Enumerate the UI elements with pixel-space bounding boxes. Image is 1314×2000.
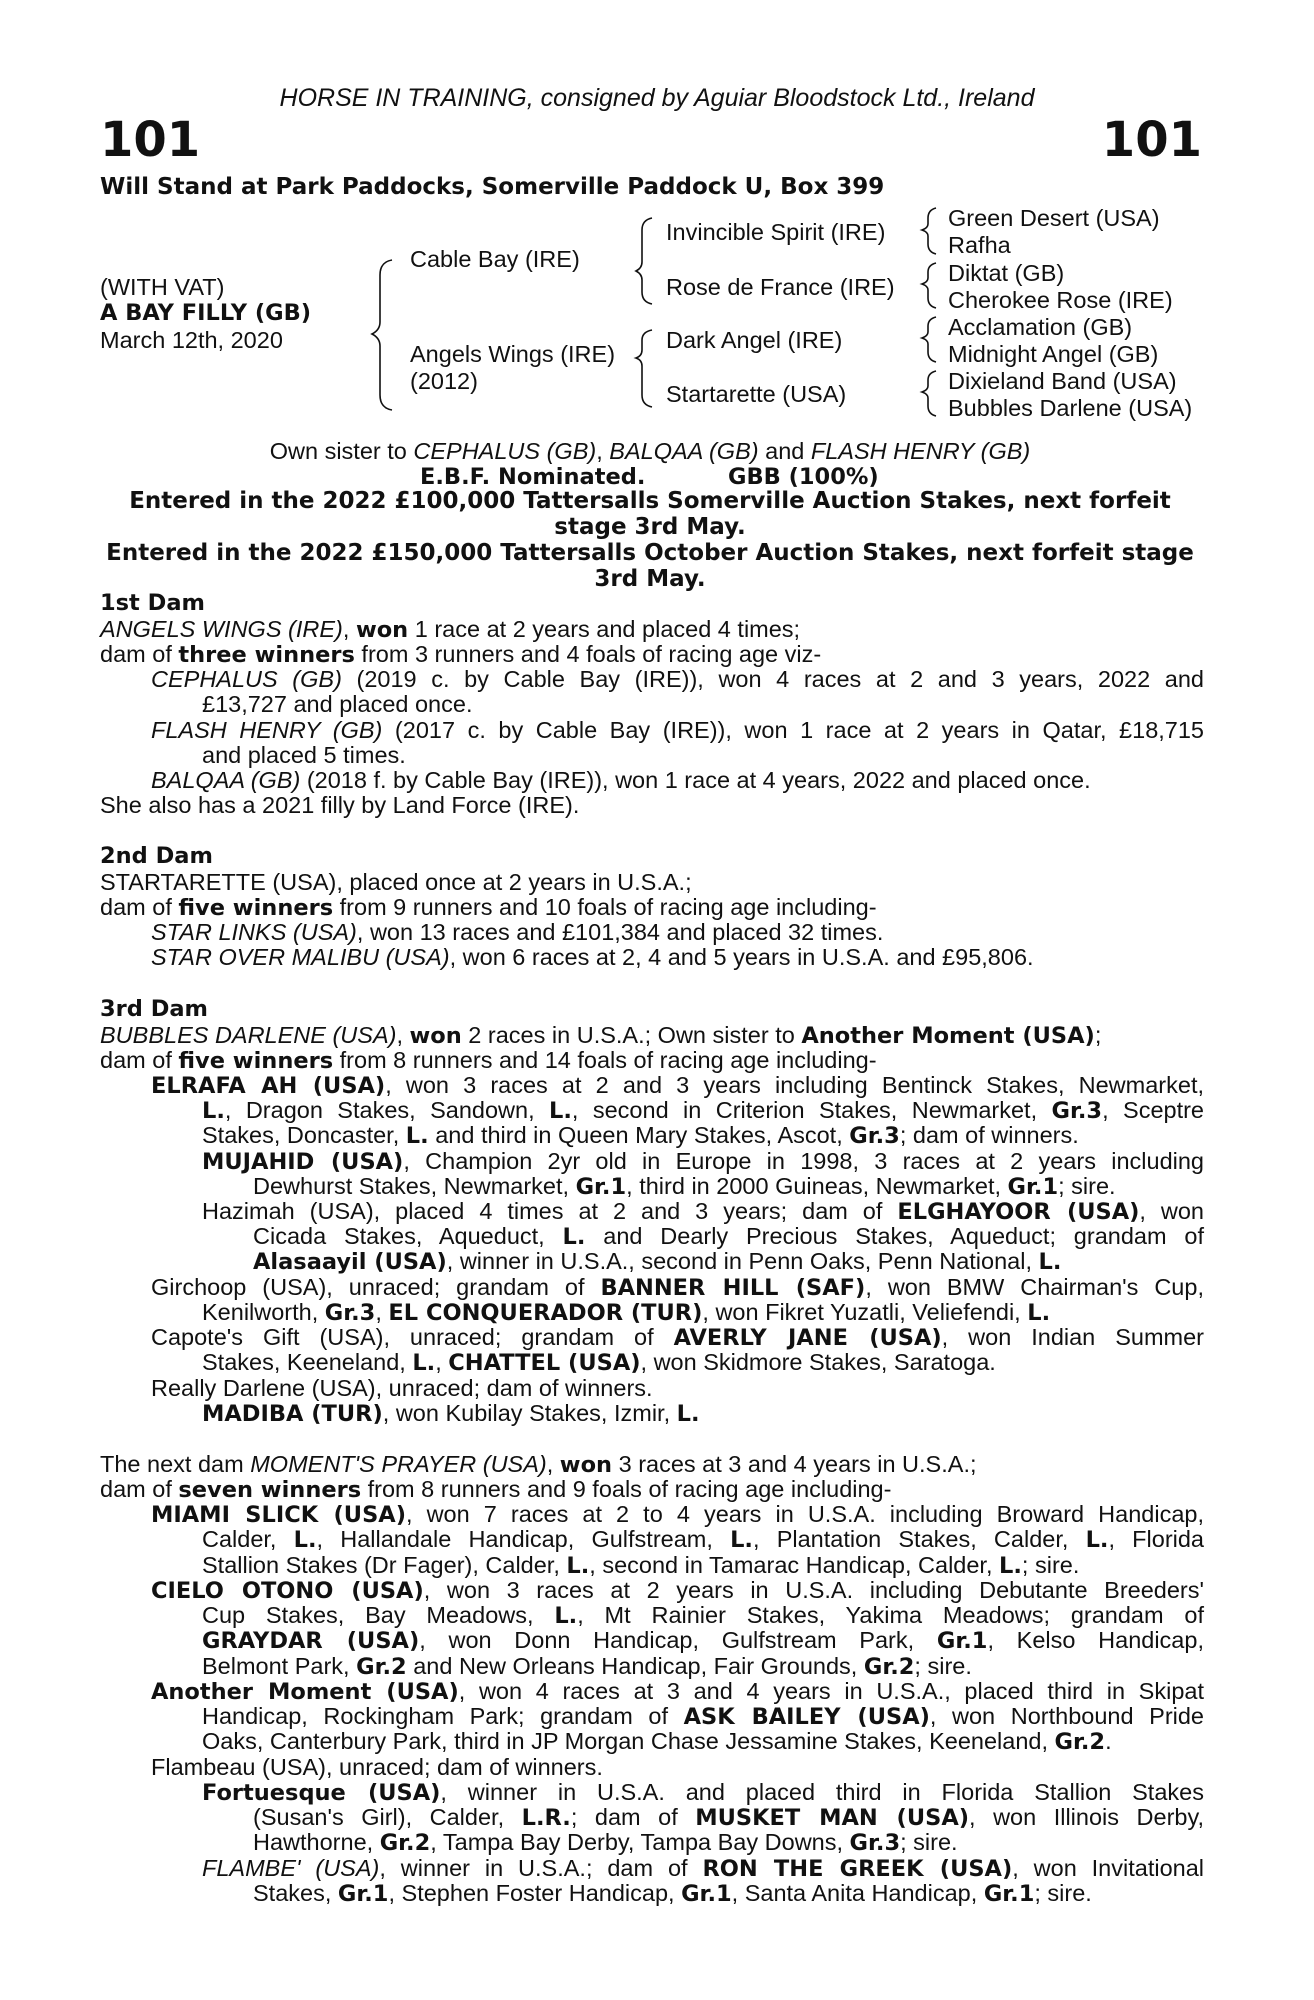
t: Gr.2 <box>356 1654 407 1680</box>
t: The next dam <box>100 1451 251 1477</box>
first-dam-line <box>151 767 1091 794</box>
t: , Plantation Stakes, Calder, <box>752 1526 1086 1552</box>
t: EL CONQUERADOR (TUR) <box>388 1300 703 1326</box>
dam: Angels Wings (IRE) <box>410 341 616 367</box>
third-dam-line <box>202 1400 700 1427</box>
t: seven winners <box>178 1477 362 1503</box>
t: , winner in U.S.A.; dam of <box>379 1855 703 1881</box>
t: 3 races at 3 and 4 years in U.S.A.; <box>612 1451 977 1477</box>
t: (2018 f. by Cable Bay (IRE)), won 1 race at 4 years, 2022 and placed once. <box>300 767 1091 793</box>
sister-balqaa: BALQAA (GB) <box>609 438 759 464</box>
vat-note: (WITH VAT) <box>100 274 225 300</box>
t: , won 4 races at 3 and 4 years in U.S.A., placed third in Skipat <box>458 1678 1204 1704</box>
t: from 8 runners and 14 foals of racing age including- <box>333 1047 877 1073</box>
lot-number-left: 101 <box>100 112 201 168</box>
third-dam-line <box>151 1324 1204 1351</box>
t: Gr.2 <box>379 1830 431 1856</box>
t: Gr.1 <box>575 1174 627 1200</box>
third-dam-line <box>253 1248 1061 1275</box>
t: and third in Queen Mary Stakes, Ascot, <box>428 1122 850 1148</box>
t: CEPHALUS (GB) <box>151 666 342 692</box>
entry-october: Entered in the 2022 £150,000 Tattersalls October Auction Stakes, next forfeit stage 3rd May. <box>106 540 1194 592</box>
third-dam-line: Really Darlene (USA), unraced; dam of winners. <box>151 1375 653 1401</box>
t: won <box>409 1023 462 1049</box>
second-dam-heading: 2nd Dam <box>100 843 213 869</box>
t: ; sire. <box>1021 1552 1080 1578</box>
t: , Mt Rainier Stakes, Yakima Meadows; grandam of <box>577 1602 1204 1628</box>
t: Stakes, Keeneland, <box>202 1349 413 1375</box>
t: Stakes, Doncaster, <box>202 1122 406 1148</box>
t: , Sceptre <box>1102 1097 1205 1123</box>
t: from 9 runners and 10 foals of racing age including- <box>333 894 877 920</box>
t: , Dragon Stakes, Sandown, <box>224 1097 550 1123</box>
t: , won 6 races at 2, 4 and 5 years in U.S.A. and £95,806. <box>449 944 1034 970</box>
t: BALQAA (GB) <box>151 767 301 793</box>
t: BUBBLES DARLENE (USA) <box>100 1022 397 1048</box>
next-dam-line <box>151 1577 1204 1604</box>
t: ; sire. <box>1058 1173 1116 1199</box>
t: Calder, <box>202 1526 294 1552</box>
t: 2 races in U.S.A.; Own sister to <box>461 1022 802 1048</box>
next-dam-line <box>202 1552 1079 1579</box>
ancestor-1: Green Desert (USA) <box>948 205 1160 231</box>
first-dam-line <box>151 717 1204 744</box>
dam-dam: Startarette (USA) <box>666 381 847 407</box>
t: MIAMI SLICK (USA) <box>151 1502 406 1528</box>
second-dam-line <box>151 919 883 946</box>
t: Hawthorne, <box>253 1829 380 1855</box>
t: CIELO OTONO (USA) <box>151 1578 424 1604</box>
t: won <box>559 1452 613 1478</box>
sister-flash-henry: FLASH HENRY (GB) <box>810 438 1031 464</box>
t: dam of <box>100 1476 179 1502</box>
t: Gr.1 <box>983 1881 1035 1907</box>
t: MOMENT'S PRAYER (USA) <box>250 1451 547 1477</box>
t: five winners <box>178 1048 334 1074</box>
t: , second in Criterion Stakes, Newmarket, <box>571 1097 1052 1123</box>
t: L.R. <box>521 1805 571 1831</box>
t: , won 3 races at 2 and 3 years including Bentinck Stakes, Newmarket, <box>385 1072 1204 1098</box>
t: Girchoop (USA), unraced; grandam of <box>151 1274 601 1300</box>
third-dam-line <box>100 1022 1101 1049</box>
third-dam-line <box>202 1349 996 1376</box>
ancestor-5: Acclamation (GB) <box>948 314 1133 340</box>
next-dam-line <box>253 1804 1204 1831</box>
t: ; sire. <box>914 1653 972 1679</box>
t: L. <box>1085 1527 1109 1553</box>
t: , winner in U.S.A. and placed third in Florida Stallion Stakes <box>440 1779 1204 1805</box>
t: and Dearly Precious Stakes, Aqueduct; grandam of <box>585 1223 1204 1249</box>
t: Capote's Gift (USA), unraced; grandam of <box>151 1324 674 1350</box>
t: , won Fikret Yuzatli, Veliefendi, <box>702 1299 1028 1325</box>
t: GRAYDAR (USA) <box>202 1628 420 1654</box>
third-dam-line <box>151 1274 1204 1301</box>
t: , won Kubilay Stakes, Izmir, <box>382 1400 677 1426</box>
t: L. <box>676 1401 700 1427</box>
t: ELRAFA AH (USA) <box>151 1073 386 1099</box>
ancestor-8: Bubbles Darlene (USA) <box>948 395 1193 421</box>
t: , Tampa Bay Derby, Tampa Bay Downs, <box>430 1829 850 1855</box>
t: FLASH HENRY (GB) <box>151 717 383 743</box>
t: , won 3 races at 2 years in U.S.A. including Debutante Breeders' <box>423 1577 1204 1603</box>
ancestor-6: Midnight Angel (GB) <box>948 341 1159 367</box>
catalogue-header: HORSE IN TRAINING, consigned by Aguiar Bloodstock Ltd., Ireland <box>279 84 1035 112</box>
dam-name: ANGELS WINGS (IRE) <box>100 616 343 642</box>
t: FLAMBE' (USA) <box>202 1855 380 1881</box>
t: Gr.1 <box>337 1881 389 1907</box>
t: , <box>396 1022 410 1048</box>
third-dam-line <box>202 1097 1204 1124</box>
t: , <box>342 616 356 642</box>
t: and New Orleans Handicap, Fair Grounds, <box>406 1653 864 1679</box>
t: Gr.2 <box>1054 1729 1106 1755</box>
t: ASK BAILEY (USA) <box>683 1704 930 1730</box>
t: , Kelso Handicap, <box>987 1627 1204 1653</box>
dam-year: (2012) <box>410 368 478 394</box>
ancestor-2: Rafha <box>948 232 1011 258</box>
t: , <box>435 1349 449 1375</box>
next-dam-line <box>202 1526 1204 1553</box>
t: Gr.1 <box>936 1628 988 1654</box>
t: (2019 c. by Cable Bay (IRE)), won 4 races at 2 and 3 years, 2022 and <box>341 666 1204 692</box>
horse-name: A BAY FILLY (GB) <box>100 300 312 326</box>
t: L. <box>1038 1249 1062 1275</box>
t: RON THE GREEK (USA) <box>702 1856 1013 1882</box>
first-dam-line <box>100 641 821 668</box>
t: L. <box>412 1350 436 1376</box>
sep: , <box>596 438 610 464</box>
third-dam-line <box>253 1223 1204 1250</box>
t: ; dam of <box>570 1804 696 1830</box>
sister-line <box>100 438 1200 465</box>
t: L. <box>1027 1300 1051 1326</box>
t: Gr.1 <box>1007 1174 1059 1200</box>
third-dam-line <box>202 1198 1204 1225</box>
next-dam-line <box>202 1627 1204 1654</box>
t: dam of <box>100 894 179 920</box>
t: , won Donn Handicap, Gulfstream Park, <box>419 1627 937 1653</box>
t: three winners <box>178 642 355 668</box>
t: , won Illinois Derby, <box>969 1804 1204 1830</box>
t: , won Northbound Pride <box>929 1703 1205 1729</box>
t: L. <box>730 1527 753 1553</box>
t: L. <box>554 1603 578 1629</box>
t: Alasaayil (USA) <box>253 1249 447 1275</box>
sire-dam: Rose de France (IRE) <box>666 274 895 300</box>
t: L. <box>202 1098 225 1124</box>
t: Another Moment (USA) <box>801 1023 1095 1049</box>
t: Fortuesque (USA) <box>202 1780 441 1806</box>
first-dam-line: She also has a 2021 filly by Land Force (IRE). <box>100 792 580 818</box>
t: L. <box>999 1553 1022 1579</box>
t: ; <box>1094 1022 1102 1048</box>
t: , <box>546 1451 560 1477</box>
sire-sire: Invincible Spirit (IRE) <box>666 219 886 245</box>
gbb-status: GBB (100%) <box>728 464 879 490</box>
sister-prefix: Own sister to <box>269 438 414 464</box>
t: , winner in U.S.A., second in Penn Oaks, Penn National, <box>446 1248 1039 1274</box>
next-dam-line <box>151 1501 1204 1528</box>
t: , won Indian Summer <box>941 1324 1204 1350</box>
ebf-nominated: E.B.F. Nominated. <box>420 464 646 490</box>
second-dam-line: STARTARETTE (USA), placed once at 2 years in U.S.A.; <box>100 869 692 895</box>
t: . <box>1105 1728 1112 1754</box>
t: , second in Tamarac Handicap, Calder, <box>589 1552 1000 1578</box>
t: Belmont Park, <box>202 1653 357 1679</box>
t: ; dam of winners. <box>899 1122 1079 1148</box>
sister-cephalus: CEPHALUS (GB) <box>413 438 597 464</box>
third-dam-line <box>253 1173 1116 1200</box>
next-dam-line <box>202 1728 1112 1755</box>
first-dam-line: and placed 5 times. <box>202 742 406 768</box>
next-dam-line <box>253 1880 1092 1907</box>
next-dam-line <box>202 1779 1204 1806</box>
t: Hazimah (USA), placed 4 times at 2 and 3 years; dam of <box>202 1198 898 1224</box>
t: from 3 runners and 4 foals of racing age viz- <box>354 641 822 667</box>
sep: and <box>758 438 811 464</box>
next-dam-line <box>202 1855 1204 1882</box>
stand-location: Will Stand at Park Paddocks, Somerville Paddock U, Box 399 <box>100 174 885 200</box>
next-dam-line <box>253 1829 958 1856</box>
t: five winners <box>178 895 334 921</box>
third-dam-line <box>202 1122 1079 1149</box>
t: , won BMW Chairman's Cup, <box>865 1274 1204 1300</box>
t: , Stephen Foster Handicap, <box>388 1880 682 1906</box>
t: L. <box>566 1553 590 1579</box>
t: AVERLY JANE (USA) <box>673 1325 942 1351</box>
t: , Santa Anita Handicap, <box>731 1880 984 1906</box>
third-dam-line <box>202 1299 1050 1326</box>
first-dam-heading: 1st Dam <box>100 590 205 616</box>
t: CHATTEL (USA) <box>448 1350 641 1376</box>
third-dam-line <box>151 1072 1204 1099</box>
second-dam-line <box>151 944 1034 971</box>
t: , won Invitational <box>1012 1855 1204 1881</box>
first-dam-line <box>100 616 800 643</box>
t: Gr.3 <box>324 1300 376 1326</box>
t: BANNER HILL (SAF) <box>600 1275 866 1301</box>
t: Stallion Stakes (Dr Fager), Calder, <box>202 1552 567 1578</box>
t: Handicap, Rockingham Park; grandam of <box>202 1703 684 1729</box>
t: 1 race at 2 years and placed 4 times; <box>408 616 801 642</box>
t: , third in 2000 Guineas, Newmarket, <box>626 1173 1008 1199</box>
t: , Hallandale Handicap, Gulfstream, <box>316 1526 731 1552</box>
t: dam of <box>100 1047 179 1073</box>
first-dam-line <box>151 666 1204 693</box>
t: L. <box>562 1224 586 1250</box>
pedigree-brackets <box>0 0 1314 440</box>
foaling-date: March 12th, 2020 <box>100 327 283 353</box>
ancestor-4: Cherokee Rose (IRE) <box>948 287 1173 313</box>
t: , <box>375 1299 389 1325</box>
t: Cicada Stakes, Aqueduct, <box>253 1223 563 1249</box>
t: ; sire. <box>1034 1880 1092 1906</box>
t: , Florida <box>1108 1526 1205 1552</box>
ancestor-7: Dixieland Band (USA) <box>948 368 1177 394</box>
t: L. <box>549 1098 572 1124</box>
t: ELGHAYOOR (USA) <box>897 1199 1140 1225</box>
first-dam-line: £13,727 and placed once. <box>202 691 473 717</box>
t: STAR LINKS (USA) <box>151 919 357 945</box>
t: , won <box>1139 1198 1204 1224</box>
t: Kenilworth, <box>202 1299 325 1325</box>
t: Gr.3 <box>849 1830 901 1856</box>
t: , won 7 races at 2 to 4 years in U.S.A. including Broward Handicap, <box>405 1501 1204 1527</box>
t: Gr.3 <box>849 1123 900 1149</box>
t: MUSKET MAN (USA) <box>695 1805 970 1831</box>
t: Oaks, Canterbury Park, third in JP Morgan Chase Jessamine Stakes, Keeneland, <box>202 1728 1055 1754</box>
t: Another Moment (USA) <box>151 1679 459 1705</box>
next-dam-line <box>151 1678 1204 1705</box>
third-dam-heading: 3rd Dam <box>100 996 208 1022</box>
t: MUJAHID (USA) <box>202 1149 404 1175</box>
t: won <box>355 617 409 643</box>
t: dam of <box>100 641 179 667</box>
t: , won 13 races and £101,384 and placed 32 times. <box>356 919 884 945</box>
t: Dewhurst Stakes, Newmarket, <box>253 1173 576 1199</box>
t: (2017 c. by Cable Bay (IRE)), won 1 race at 2 years in Qatar, £18,715 <box>382 717 1204 743</box>
t: Gr.3 <box>1051 1098 1103 1124</box>
t: (Susan's Girl), Calder, <box>253 1804 522 1830</box>
t: , won Skidmore Stakes, Saratoga. <box>640 1349 996 1375</box>
second-dam-line <box>100 894 877 921</box>
next-dam-line <box>202 1703 1204 1730</box>
next-dam-line <box>100 1451 977 1478</box>
t: L. <box>405 1123 429 1149</box>
next-dam-line <box>100 1476 891 1503</box>
entry-somerville: Entered in the 2022 £100,000 Tattersalls Somerville Auction Stakes, next forfeit stage 3rd May. <box>129 488 1171 540</box>
next-dam-line <box>202 1602 1204 1629</box>
third-dam-line <box>100 1047 877 1074</box>
ancestor-3: Diktat (GB) <box>948 260 1065 286</box>
t: Gr.1 <box>681 1881 732 1907</box>
t: Stakes, <box>253 1880 338 1906</box>
t: L. <box>293 1527 317 1553</box>
lot-number-right: 101 <box>1101 112 1202 168</box>
t: ; sire. <box>900 1829 958 1855</box>
next-dam-line <box>202 1653 972 1680</box>
third-dam-line <box>202 1148 1204 1175</box>
t: Cup Stakes, Bay Meadows, <box>202 1602 555 1628</box>
dam-sire: Dark Angel (IRE) <box>666 327 843 353</box>
t: Gr.2 <box>863 1654 915 1680</box>
t: MADIBA (TUR) <box>202 1401 383 1427</box>
t: from 8 runners and 9 foals of racing age including- <box>361 1476 892 1502</box>
t: STAR OVER MALIBU (USA) <box>151 944 450 970</box>
next-dam-line: Flambeau (USA), unraced; dam of winners. <box>151 1754 603 1780</box>
sire: Cable Bay (IRE) <box>410 246 580 272</box>
t: , Champion 2yr old in Europe in 1998, 3 races at 2 years including <box>403 1148 1204 1174</box>
